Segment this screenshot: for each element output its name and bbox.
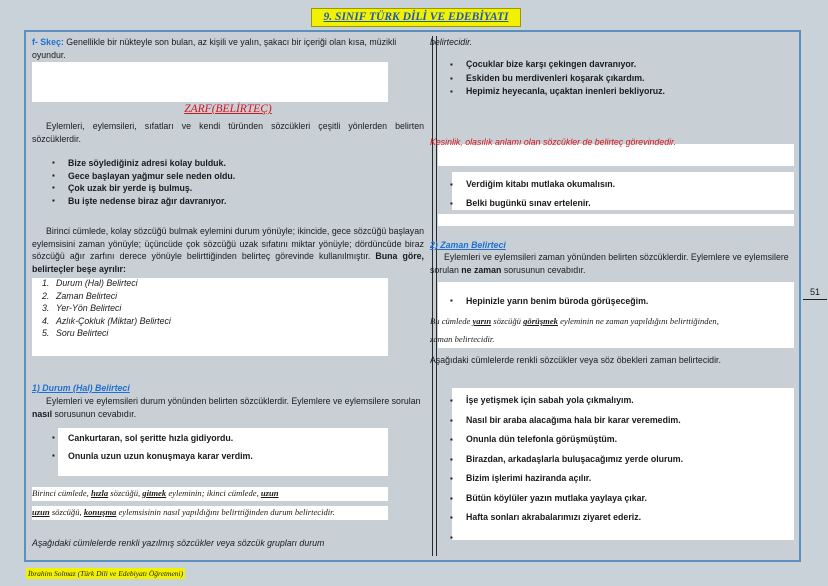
durum-note-line1: Birinci cümlede, hızla sözcüğü, gitmek eyleminin; ikinci cümlede, uzun bbox=[32, 488, 279, 498]
footer-author: İbrahim Solmaz (Türk Dili ve Edebiyatı Öğretmeni) bbox=[28, 569, 184, 578]
kesinlik-list bbox=[430, 175, 796, 213]
zaman-list bbox=[430, 391, 796, 528]
kesinlik-note: Kesinlik, olasılık anlamı olan sözcükler de belirteç görevindedir. bbox=[430, 137, 677, 147]
zarf-definition: Eylemleri, eylemsileri, sıfatları ve kendi türünden sözcükleri çeşitli yönlerden belirten sözcüklerdir. bbox=[32, 121, 424, 144]
zaman-task: Aşağıdaki cümlelerde renkli sözcükler veya söz öbekleri zaman belirtecidir. bbox=[430, 355, 721, 365]
durum-heading: 1) Durum (Hal) Belirteci bbox=[32, 383, 130, 393]
list-item: ▪ Onunla dün telefonla görüşmüştüm. bbox=[430, 430, 796, 450]
durum-note-line2: uzun sözcüğü, konuşma eylemsisinin nasıl yapıldığını belirttiğinden durum belirtecidir. bbox=[32, 507, 335, 517]
durum-definition: Eylemleri ve eylemsileri durum yönünden belirten sözcüklerdir. Eylemlere ve eylemsilere sorulan nasıl sorusunun cevabıdır. bbox=[32, 396, 421, 419]
list-item: ▪ Nasıl bir araba alacağıma hala bir karar veremedim. bbox=[430, 411, 796, 431]
list-item: ▪ Cankurtaran, sol şeritte hızla gidiyordu. bbox=[32, 429, 424, 447]
list-item: ▪ Çok uzak bir yerde iş bulmuş. bbox=[32, 182, 424, 195]
list-item: ▪ İşe yetişmek için sabah yola çıkmalıyım. bbox=[430, 391, 796, 411]
list-item: 1. Durum (Hal) Belirteci bbox=[42, 278, 138, 288]
list-item: ▪ Belki bugünkü sınav ertelenir. bbox=[430, 194, 796, 213]
zarf-heading: ZARF(BELİRTEÇ) bbox=[184, 103, 272, 115]
list-item: ▪ Bu işte nedense biraz ağır davranıyor. bbox=[32, 195, 424, 208]
list-item: ▪ Verdiğim kitabı mutlaka okumalısın. bbox=[430, 175, 796, 194]
zaman-example bbox=[430, 295, 796, 308]
page-title: 9. SINIF TÜRK DİLİ VE EDEBİYATI bbox=[311, 8, 521, 27]
answer-box[interactable] bbox=[32, 62, 388, 102]
skec-definition: f- Skeç: Genellikle bir nükteyle son bulan, az kişili ve yalın, şakacı bir içeriği olan kısa, müzikli oyundur. bbox=[32, 37, 397, 60]
belirtec-types-list bbox=[32, 277, 424, 340]
list-item: ▪ Çocuklar bize karşı çekingen davranıyor. bbox=[430, 58, 796, 72]
durum-list bbox=[430, 58, 796, 99]
list-item: 5. Soru Belirteci bbox=[42, 328, 109, 338]
list-item: ▪ Birazdan, arkadaşlarla buluşacağımız yerde olurum. bbox=[430, 450, 796, 470]
list-item: ▪ Bütün köylüler yazın mutlaka yaylaya çıkar. bbox=[430, 489, 796, 509]
list-item: 3. Yer-Yön Belirteci bbox=[42, 303, 122, 313]
zarf-explanation: Birinci cümlede, kolay sözcüğü bulmak eylemini durum yönüyle; ikincide, gece sözcüğü başlayan eylemsisini zaman yönüyle; üçüncüde çok sözcüğü uzak sıfatını miktar yönüyle; dördüncüde biraz sözcüğü ağır zarfını derece yönüyle belirttiğinden belirteç görevinde kullanılmıştır. Buna göre, belirteçler beşe ayrılır: bbox=[32, 226, 424, 274]
zaman-heading: 2) Zaman Belirteci bbox=[430, 240, 506, 250]
list-item: ▪ Gece başlayan yağmur sele neden oldu. bbox=[32, 170, 424, 183]
list-item: ▪ Hafta sonları akrabalarımızı ziyaret ederiz. bbox=[430, 508, 796, 528]
continued-text: belirtecidir. bbox=[430, 37, 473, 47]
list-item: ▪ Eskiden bu merdivenleri koşarak çıkardım. bbox=[430, 72, 796, 86]
list-item: ▪ Hepimiz heyecanla, uçaktan inenleri bekliyoruz. bbox=[430, 85, 796, 99]
list-item: ▪ Hepinizle yarın benim büroda görüşeceğim. bbox=[430, 295, 796, 308]
durum-example-list bbox=[32, 429, 424, 465]
zarf-example-list bbox=[32, 157, 424, 207]
page-number: 51 bbox=[803, 285, 827, 300]
list-item: 2. Zaman Belirteci bbox=[42, 290, 118, 301]
zaman-definition: Eylemleri ve eylemsileri zaman yönünden belirten sözcüklerdir. Eylemlere ve eylemsilere sorulan ne zaman sorusunun cevabıdır. bbox=[430, 252, 789, 275]
list-item: ▪ Bize söylediğiniz adresi kolay bulduk. bbox=[32, 157, 424, 170]
list-item: ▪ Onunla uzun uzun konuşmaya karar verdim. bbox=[32, 447, 424, 465]
answer-box[interactable] bbox=[438, 214, 794, 226]
durum-task: Aşağıdaki cümlelerde renkli yazılmış sözcükler veya sözcük grupları durum bbox=[32, 538, 325, 548]
list-item: ▪ Bizim işlerimi haziranda açılır. bbox=[430, 469, 796, 489]
list-item: 4. Azlık-Çokluk (Miktar) Belirteci bbox=[42, 315, 171, 326]
zaman-note-line1: Bu cümlede yarın sözcüğü görüşmek eyleminin ne zaman yapıldığını belirttiğinden, bbox=[430, 316, 719, 326]
zaman-note-line2: zaman belirtecidir. bbox=[430, 334, 495, 344]
content-frame bbox=[24, 30, 801, 562]
